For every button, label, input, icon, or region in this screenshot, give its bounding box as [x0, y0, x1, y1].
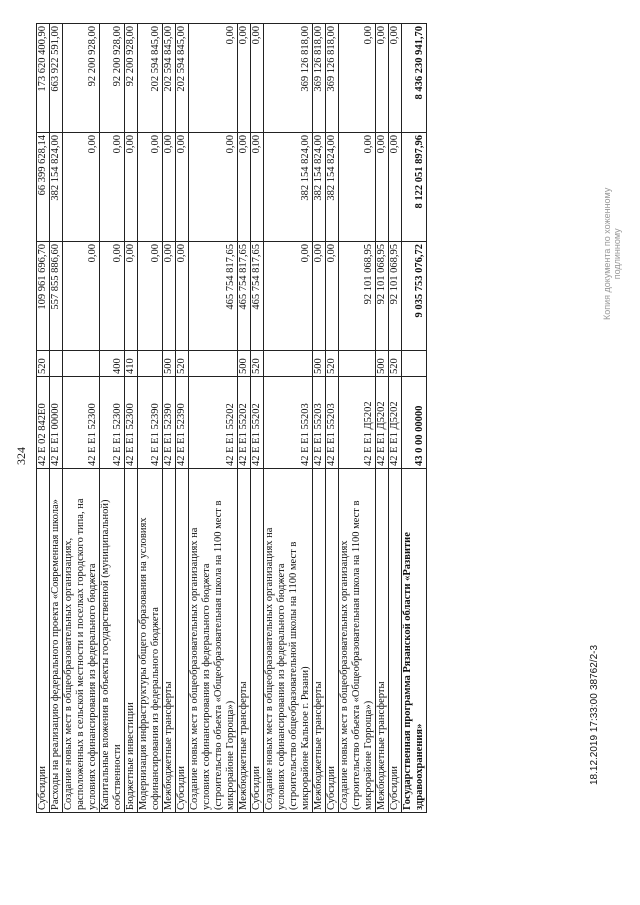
row-vr-cell: 500 [163, 350, 175, 376]
table-row [176, 23, 189, 813]
row-sum-2022-cell: 173 620 400,90 [37, 23, 49, 132]
table-row [125, 23, 138, 813]
table-row [189, 23, 238, 813]
row-name-cell: Субсидии [176, 468, 188, 812]
row-code-cell: 42 Е Е1 Д5202 [339, 376, 375, 468]
row-code-cell: 42 Е Е1 52390 [163, 376, 175, 468]
table-row [251, 23, 264, 813]
row-code-cell: 42 Е Е1 55203 [264, 376, 312, 468]
row-code-cell: 42 Е Е1 Д5202 [389, 376, 401, 468]
row-code-cell: 43 0 00 00000 [402, 376, 426, 468]
row-sum-2022-cell: 663 922 591,00 [50, 23, 62, 132]
row-code-cell: 42 Е Е1 00000 [50, 376, 62, 468]
row-sum-2021-cell: 8 122 051 897,96 [402, 132, 426, 241]
stamp-line-2: подлинному [612, 228, 622, 280]
row-vr-cell [189, 350, 237, 376]
row-name-cell: Создание новых мест в общеобразовательных организациях, расположенных в сельской местности и поселках городского типа, на условиях софинансирования из федерального бюджета [63, 468, 99, 812]
row-vr-cell: 500 [376, 350, 388, 376]
table-row [376, 23, 389, 813]
row-sum-2021-cell: 382 154 824,00 [313, 132, 325, 241]
row-code-cell: 42 Е Е1 55202 [189, 376, 237, 468]
row-sum-2021-cell: 0,00 [138, 132, 162, 241]
row-sum-2022-cell: 202 594 845,00 [138, 23, 162, 132]
copy-stamp [602, 188, 622, 320]
row-name-cell: Субсидии [37, 468, 49, 812]
row-sum-2022-cell: 8 436 230 941,70 [402, 23, 426, 132]
row-name-cell: Межбюджетные трансферты [376, 468, 388, 812]
row-sum-2022-cell: 0,00 [339, 23, 375, 132]
table-row [163, 23, 176, 813]
row-sum-2022-cell: 92 200 928,00 [100, 23, 124, 132]
row-code-cell: 42 Е Е1 55202 [238, 376, 250, 468]
row-name-cell: Государственная программа Рязанской области «Развитие здравоохранения» [402, 468, 426, 812]
row-sum-2020-cell: 0,00 [138, 241, 162, 350]
table-row [264, 23, 313, 813]
row-vr-cell [402, 350, 426, 376]
row-code-cell: 42 Е Е1 Д5202 [376, 376, 388, 468]
row-sum-2020-cell: 465 754 817,65 [189, 241, 237, 350]
row-code-cell: 42 Е Е1 52390 [176, 376, 188, 468]
row-vr-cell: 500 [313, 350, 325, 376]
page-number: 324 [14, 447, 28, 465]
row-sum-2022-cell: 0,00 [238, 23, 250, 132]
row-name-cell: Капитальные вложения в объекты государственной (муниципальной) собственности [100, 468, 124, 812]
table-row [313, 23, 326, 813]
row-name-cell: Субсидии [326, 468, 338, 812]
row-vr-cell: 400 [100, 350, 124, 376]
row-vr-cell: 520 [326, 350, 338, 376]
table-row [138, 23, 163, 813]
row-code-cell: 42 Е Е1 55202 [251, 376, 263, 468]
row-vr-cell [138, 350, 162, 376]
row-sum-2020-cell: 0,00 [176, 241, 188, 350]
table-row [63, 23, 100, 813]
row-code-cell: 42 Е 02 842Е0 [37, 376, 49, 468]
row-sum-2021-cell: 66 399 628,14 [37, 132, 49, 241]
table-row [50, 23, 63, 813]
row-vr-cell [264, 350, 312, 376]
row-sum-2021-cell: 0,00 [376, 132, 388, 241]
row-sum-2020-cell: 0,00 [264, 241, 312, 350]
row-sum-2020-cell: 0,00 [100, 241, 124, 350]
table-row [339, 23, 376, 813]
row-sum-2021-cell: 0,00 [189, 132, 237, 241]
row-vr-cell: 520 [37, 350, 49, 376]
table-row [326, 23, 339, 813]
row-sum-2021-cell: 0,00 [238, 132, 250, 241]
row-sum-2022-cell: 92 200 928,00 [125, 23, 137, 132]
row-sum-2020-cell: 0,00 [313, 241, 325, 350]
row-name-cell: Расходы на реализацию федерального проекта «Современная школа» [50, 468, 62, 812]
row-sum-2021-cell: 0,00 [389, 132, 401, 241]
row-sum-2022-cell: 369 126 818,00 [326, 23, 338, 132]
row-name-cell: Межбюджетные трансферты [238, 468, 250, 812]
row-sum-2021-cell: 0,00 [63, 132, 99, 241]
row-vr-cell: 520 [176, 350, 188, 376]
row-sum-2021-cell: 382 154 824,00 [264, 132, 312, 241]
row-sum-2020-cell: 465 754 817,65 [238, 241, 250, 350]
row-code-cell: 42 Е Е1 55203 [326, 376, 338, 468]
row-sum-2022-cell: 202 594 845,00 [163, 23, 175, 132]
row-name-cell: Создание новых мест в общеобразовательных организациях на условиях софинансирования из федерального бюджета (строительство объекта «Общеобразовательная школа на 1100 мест в микрорайоне Горроща») [189, 468, 237, 812]
row-name-cell: Субсидии [251, 468, 263, 812]
row-name-cell: Создание новых мест в общеобразовательных организациях (строительство объекта «Общеобразовательная школа на 1100 мест в микрорайоне Горроща») [339, 468, 375, 812]
row-sum-2022-cell: 92 200 928,00 [63, 23, 99, 132]
row-sum-2020-cell: 92 101 068,95 [376, 241, 388, 350]
row-sum-2020-cell: 0,00 [125, 241, 137, 350]
row-vr-cell [339, 350, 375, 376]
row-sum-2022-cell: 0,00 [189, 23, 237, 132]
row-sum-2020-cell: 92 101 068,95 [389, 241, 401, 350]
row-name-cell: Субсидии [389, 468, 401, 812]
row-vr-cell: 520 [389, 350, 401, 376]
row-sum-2022-cell: 369 126 818,00 [313, 23, 325, 132]
row-sum-2021-cell: 382 154 824,00 [326, 132, 338, 241]
footer-timestamp: 18.12.2019 17:33:00 [589, 693, 600, 785]
row-name-cell: Создание новых мест в общеобразовательных организациях на условиях софинансирования из федерального бюджета (строительство общеобразовательной школы на 1100 мест в микрорайоне Кальное г. Рязани) [264, 468, 312, 812]
row-sum-2021-cell: 0,00 [251, 132, 263, 241]
row-vr-cell [50, 350, 62, 376]
row-sum-2022-cell: 0,00 [376, 23, 388, 132]
footer-doc-id: 38762/2-3 [589, 644, 600, 690]
row-code-cell: 42 Е Е1 52300 [125, 376, 137, 468]
row-code-cell: 42 Е Е1 52390 [138, 376, 162, 468]
row-name-cell: Межбюджетные трансферты [163, 468, 175, 812]
row-vr-cell: 500 [238, 350, 250, 376]
stamp-line-1: Копия документа по хоженному [602, 187, 612, 320]
budget-table [36, 23, 427, 813]
row-sum-2021-cell: 0,00 [100, 132, 124, 241]
row-code-cell: 42 Е Е1 55203 [313, 376, 325, 468]
table-row [100, 23, 125, 813]
row-sum-2020-cell: 109 961 696,70 [37, 241, 49, 350]
row-sum-2021-cell: 0,00 [176, 132, 188, 241]
row-sum-2020-cell: 9 035 753 076,72 [402, 241, 426, 350]
row-sum-2021-cell: 0,00 [163, 132, 175, 241]
row-vr-cell: 410 [125, 350, 137, 376]
row-name-cell: Межбюджетные трансферты [313, 468, 325, 812]
row-sum-2020-cell: 0,00 [63, 241, 99, 350]
table-row [389, 23, 402, 813]
row-sum-2020-cell: 92 101 068,95 [339, 241, 375, 350]
table-row [402, 23, 427, 813]
row-vr-cell [63, 350, 99, 376]
row-vr-cell: 520 [251, 350, 263, 376]
row-sum-2020-cell: 465 754 817,65 [251, 241, 263, 350]
row-sum-2022-cell: 369 126 818,00 [264, 23, 312, 132]
row-sum-2021-cell: 0,00 [125, 132, 137, 241]
row-sum-2021-cell: 0,00 [339, 132, 375, 241]
row-sum-2022-cell: 0,00 [251, 23, 263, 132]
row-sum-2020-cell: 557 855 886,60 [50, 241, 62, 350]
row-name-cell: Модернизация инфраструктуры общего образования на условиях софинансирования из федерального бюджета [138, 468, 162, 812]
row-code-cell: 42 Е Е1 52300 [63, 376, 99, 468]
row-sum-2022-cell: 202 594 845,00 [176, 23, 188, 132]
table-row [36, 23, 50, 813]
row-name-cell: Бюджетные инвестиции [125, 468, 137, 812]
row-sum-2020-cell: 0,00 [163, 241, 175, 350]
row-sum-2021-cell: 382 154 824,00 [50, 132, 62, 241]
row-sum-2020-cell: 0,00 [326, 241, 338, 350]
row-code-cell: 42 Е Е1 52300 [100, 376, 124, 468]
row-sum-2022-cell: 0,00 [389, 23, 401, 132]
table-row [238, 23, 251, 813]
